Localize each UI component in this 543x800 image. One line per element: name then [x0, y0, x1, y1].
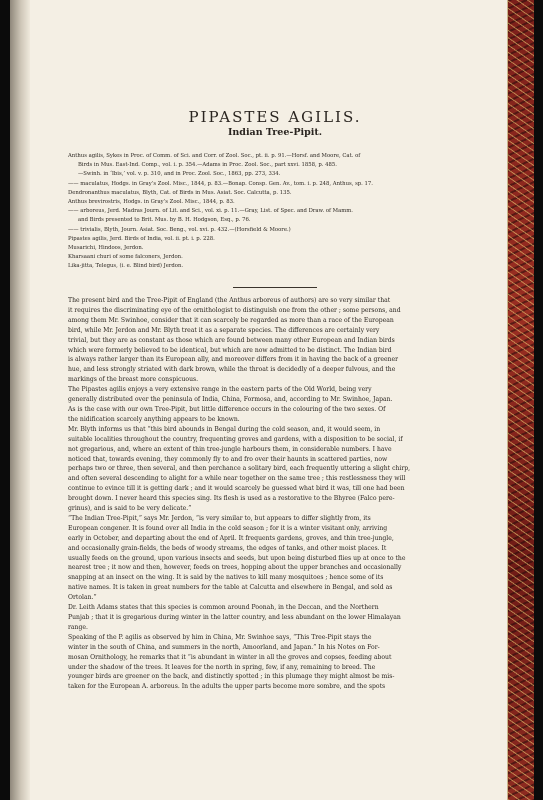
body-line: it requires the discriminating eye of the ornithologist to distinguish one from the other ; some persons, and: [68, 306, 401, 314]
body-line: and occasionally grain-fields, the beds of woody streams, the edges of tanks, and other moist places. It: [68, 544, 387, 552]
body-line: among them Mr. Swinhoe, consider that it can scarcely be regarded as more than a race of the European: [68, 316, 394, 324]
body-line: usually feeds on the ground, upon various insects and seeds, but upon being disturbed flies up at once to the: [68, 554, 406, 562]
synonymy-line: —— maculatus, Hodgs. in Gray’s Zool. Misc., 1844, p. 83.—Bonap. Consp. Gen. Av., tom. i. p. 248, Anthus, sp. 17.: [68, 180, 373, 187]
body-line: snapping at an insect on the wing. It is said by the natives to kill many mosquitoes ; hence some of its: [68, 574, 384, 582]
body-line: not gregarious, and, where an extent of thin tree-jungle harbours them, in considerable numbers. I have: [68, 445, 392, 453]
body-line: continue to evince till it is getting dark ; and it would scarcely be guessed what bird it was, till one had been: [68, 485, 405, 493]
body-line: Ortolan.”: [68, 594, 97, 602]
body-line: perhaps two or three, then several, and then perchance a solitary bird, each frequently uttering a slight chirp,: [68, 465, 411, 473]
body-line: and often several descending to alight for a while near together on the same tree ; this restlessness they will: [68, 475, 406, 483]
body-line: markings of the breast more conspicuous.: [68, 376, 199, 384]
synonymy-line: —Swinh. in ‘Ibis,’ vol. v. p. 310, and in Proc. Zool. Soc., 1863, pp. 273, 334.: [78, 171, 281, 178]
body-line: generally distributed over the peninsula of India, China, Formosa, and, according to Mr. Swinhoe, Japan.: [68, 396, 393, 404]
synonymy-list: [68, 152, 483, 272]
synonymy-line: Kharsaani churi of some falconers, Jerdon.: [68, 254, 183, 261]
body-line: The present bird and the Tree-Pipit of England (the Anthus arboreus of authors) are so very similar that: [68, 297, 391, 304]
body-line: taken for the European A. arboreus. In the adults the upper parts become more sombre, and the spots: [68, 683, 386, 691]
body-line: noticed that, towards evening, they commonly fly to and fro over their haunts in scattered parties, now: [68, 455, 388, 463]
body-line: Punjab ; that it is gregarious during winter in the latter country, and less abundant on the lower Himalayan: [68, 614, 401, 621]
page-title: PIPASTES AGILIS.: [188, 108, 362, 126]
body-line: Mr. Blyth informs us that “this bird abounds in Bengal during the cold season, and, it would seem, in: [68, 425, 381, 433]
body-line: nearest tree ; it now and then, however, feeds on trees, hopping about the upper branches and occasionally: [68, 564, 402, 572]
body-line: Dr. Leith Adams states that this species is common around Poonah, in the Deccan, and the Northern: [68, 604, 379, 612]
synonymy-line: —— trivialis, Blyth, Journ. Asiat. Soc. Beng., vol. xvi. p. 432.—(Horsfield & Moore.): [68, 226, 291, 233]
body-line: under the shadow of the trees. It leaves for the north in spring, few, if any, remaining to breed. The: [68, 663, 376, 671]
page-subtitle: Indian Tree-Pipit.: [227, 127, 323, 138]
body-line: which were formerly believed to be identical, but which are now admitted to be distinct. The Indian bird: [68, 346, 392, 354]
body-line: is always rather larger than its European ally, and moreover differs from it in having the back of a greener: [68, 356, 398, 364]
body-line: suitable localities throughout the country, frequenting groves and gardens, with a disposition to be social, if: [68, 435, 403, 443]
synonymy-line: Anthus brevirostris, Hodgs. in Gray’s Zool. Misc., 1844, p. 83.: [68, 199, 235, 206]
body-line: younger birds are greener on the back, and distinctly spotted ; in this plumage they might almost be mis-: [68, 673, 395, 681]
body-line: As is the case with our own Tree-Pipit, but little difference occurs in the colouring of the two sexes. Of: [68, 405, 386, 413]
page-content: [60, 0, 490, 800]
synonymy-line: Dendronanthus maculatus, Blyth, Cat. of Birds in Mus. Asiat. Soc. Calcutta, p. 135.: [68, 189, 292, 196]
body-line: trivial, but they are as constant as those which are found between many other European and Indian birds: [68, 336, 395, 344]
synonymy-line: Pipastes agilis, Jerd. Birds of India, vol. ii. pt. i. p. 228.: [68, 235, 215, 242]
synonymy-line: Musarichi, Hindoos, Jerdon.: [68, 245, 144, 252]
body-line: early in October, and departing about the end of April. It frequents gardens, groves, and thin tree-jungle,: [68, 534, 394, 542]
synonymy-line: and Birds presented to Brit. Mus. by B. H. Hodgson, Esq., p. 76.: [78, 217, 251, 224]
marbled-edge: [507, 0, 534, 800]
body-text: [68, 296, 486, 692]
body-line: European congener. It is found over all India in the cold season ; for it is a winter visitant only, arriving: [68, 524, 388, 532]
body-line: grinus), and is said to be very delicate.”: [68, 505, 192, 513]
body-line: hue, and less strongly striated with dark brown, while the throat is decidedly of a deeper fulvous, and the: [68, 366, 396, 374]
body-line: Speaking of the P. agilis as observed by him in China, Mr. Swinhoe says, “This Tree-Pipit stays the: [68, 633, 372, 641]
section-divider: [233, 287, 317, 288]
body-line: native names. It is taken in great numbers for the table at Calcutta and elsewhere in Bengal, and sold as: [68, 584, 393, 592]
body-line: “The Indian Tree-Pipit,” says Mr. Jerdon, “is very similar to, but appears to differ slightly from, its: [68, 514, 371, 522]
synonymy-line: Anthus agilis, Sykes in Proc. of Comm. of Sci. and Corr. of Zool. Soc., pt. ii. p. 91.—Horsf. and Moore, Cat. of: [68, 153, 361, 159]
synonymy-line: Birds in Mus. East-Ind. Comp., vol. i. p. 354.—Adams in Proc. Zool. Soc., part xxvi. 1858, p. 485.: [78, 162, 337, 169]
book-page: [10, 0, 534, 800]
page-gutter: [10, 0, 30, 800]
body-line: The Pipastes agilis enjoys a very extensive range in the eastern parts of the Old World, being very: [68, 386, 372, 394]
synonymy-line: Lika-jitta, Telegus, (i. e. Blind bird) Jerdon.: [68, 263, 184, 270]
body-line: the nidification scarcely anything appears to be known.: [68, 415, 240, 423]
synonymy-line: —— arboreus, Jerd. Madras Journ. of Lit. and Sci., vol. xi. p. 11.—Gray, List. of Spec. and Draw. of Mamm.: [68, 208, 353, 215]
body-line: bird, while Mr. Jerdon and Mr. Blyth treat it as a separate species. The differences are certainly very: [68, 326, 380, 334]
body-line: winter in the south of China, and summers in the north, Amoorland, and Japan.” In his Notes on For-: [68, 643, 380, 651]
body-line: brought down. I never heard this species sing. Its flesh is used as a restorative to the Bhyree (Falco pere-: [68, 495, 395, 503]
body-line: mosan Ornithology, he remarks that it “is abundant in winter in all the groves and copses, feeding about: [68, 653, 392, 661]
body-line: range.: [68, 623, 88, 631]
